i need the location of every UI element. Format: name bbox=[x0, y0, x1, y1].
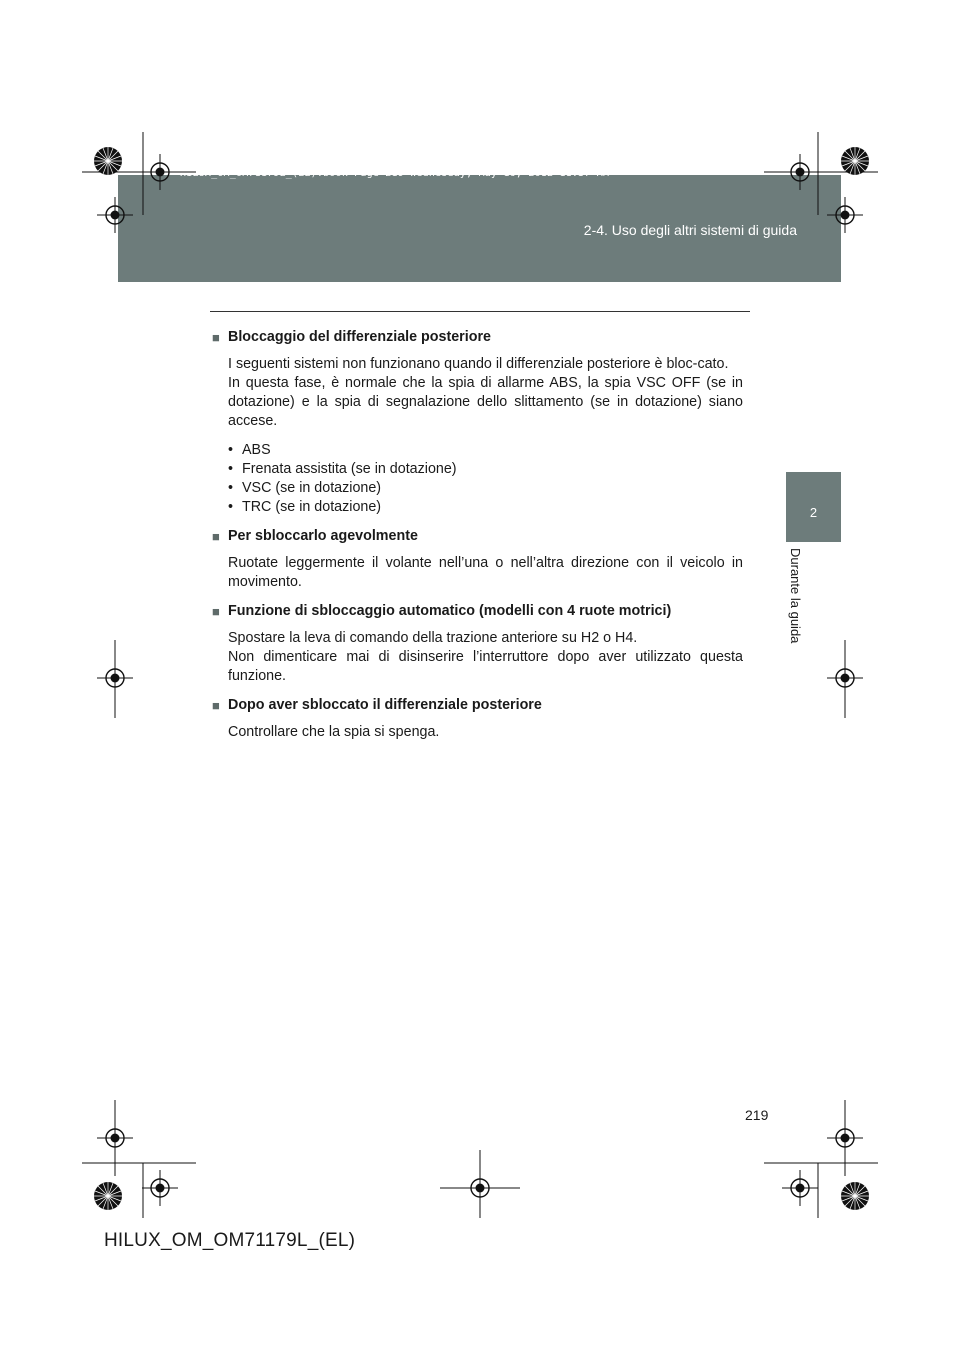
section-heading-text: Dopo aver sbloccato il differenziale posteriore bbox=[228, 697, 542, 713]
paragraph: Ruotate leggermente il volante nell’una o nell’altra direzione con il veicolo in movimento. bbox=[228, 555, 743, 590]
square-bullet-icon: ■ bbox=[212, 529, 220, 544]
list-item-text: VSC (se in dotazione) bbox=[242, 480, 382, 496]
list-item-text: Frenata assistita (se in dotazione) bbox=[242, 461, 457, 477]
paragraph: In questa fase, è normale che la spia di allarme ABS, la spia VSC OFF (se in dotazione) e la spia di segnalazione dello slittamento (se in dotazione) siano accese. bbox=[228, 375, 743, 429]
list-bullet-icon: • bbox=[228, 499, 234, 515]
chapter-label: Durante la guida bbox=[788, 548, 803, 644]
square-bullet-icon: ■ bbox=[212, 330, 220, 345]
list-item-text: TRC (se in dotazione) bbox=[242, 499, 382, 515]
footer-document-code: HILUX_OM_OM71179L_(EL) bbox=[104, 1230, 356, 1251]
paragraph: I seguenti sistemi non funzionano quando il differenziale posteriore è bloc-cato. bbox=[228, 356, 729, 372]
chapter-number: 2 bbox=[809, 505, 818, 520]
list-bullet-icon: • bbox=[228, 461, 234, 477]
paragraph: Spostare la leva di comando della trazione anteriore su H2 o H4. bbox=[228, 630, 638, 646]
book-stamp: HILUX_OM_OM71179L_(EL).book Page 219 Wednesday, May 16, 2012 11:37 AM bbox=[180, 168, 610, 179]
section-heading-text: Funzione di sbloccaggio automatico (modelli con 4 ruote motrici) bbox=[228, 603, 672, 619]
paragraph: Non dimenticare mai di disinserire l’interruttore dopo aver utilizzato questa funzione. bbox=[228, 649, 743, 684]
list-bullet-icon: • bbox=[228, 480, 234, 496]
list-item-text: ABS bbox=[242, 442, 271, 458]
section-title: 2-4. Uso degli altri sistemi di guida bbox=[583, 222, 797, 238]
paragraph: Controllare che la spia si spenga. bbox=[228, 724, 440, 740]
square-bullet-icon: ■ bbox=[212, 698, 220, 713]
list-bullet-icon: • bbox=[228, 442, 234, 458]
section-heading-text: Bloccaggio del differenziale posteriore bbox=[228, 329, 491, 345]
page-number: 219 bbox=[745, 1107, 769, 1123]
square-bullet-icon: ■ bbox=[212, 604, 220, 619]
section-heading-text: Per sbloccarlo agevolmente bbox=[228, 528, 418, 544]
